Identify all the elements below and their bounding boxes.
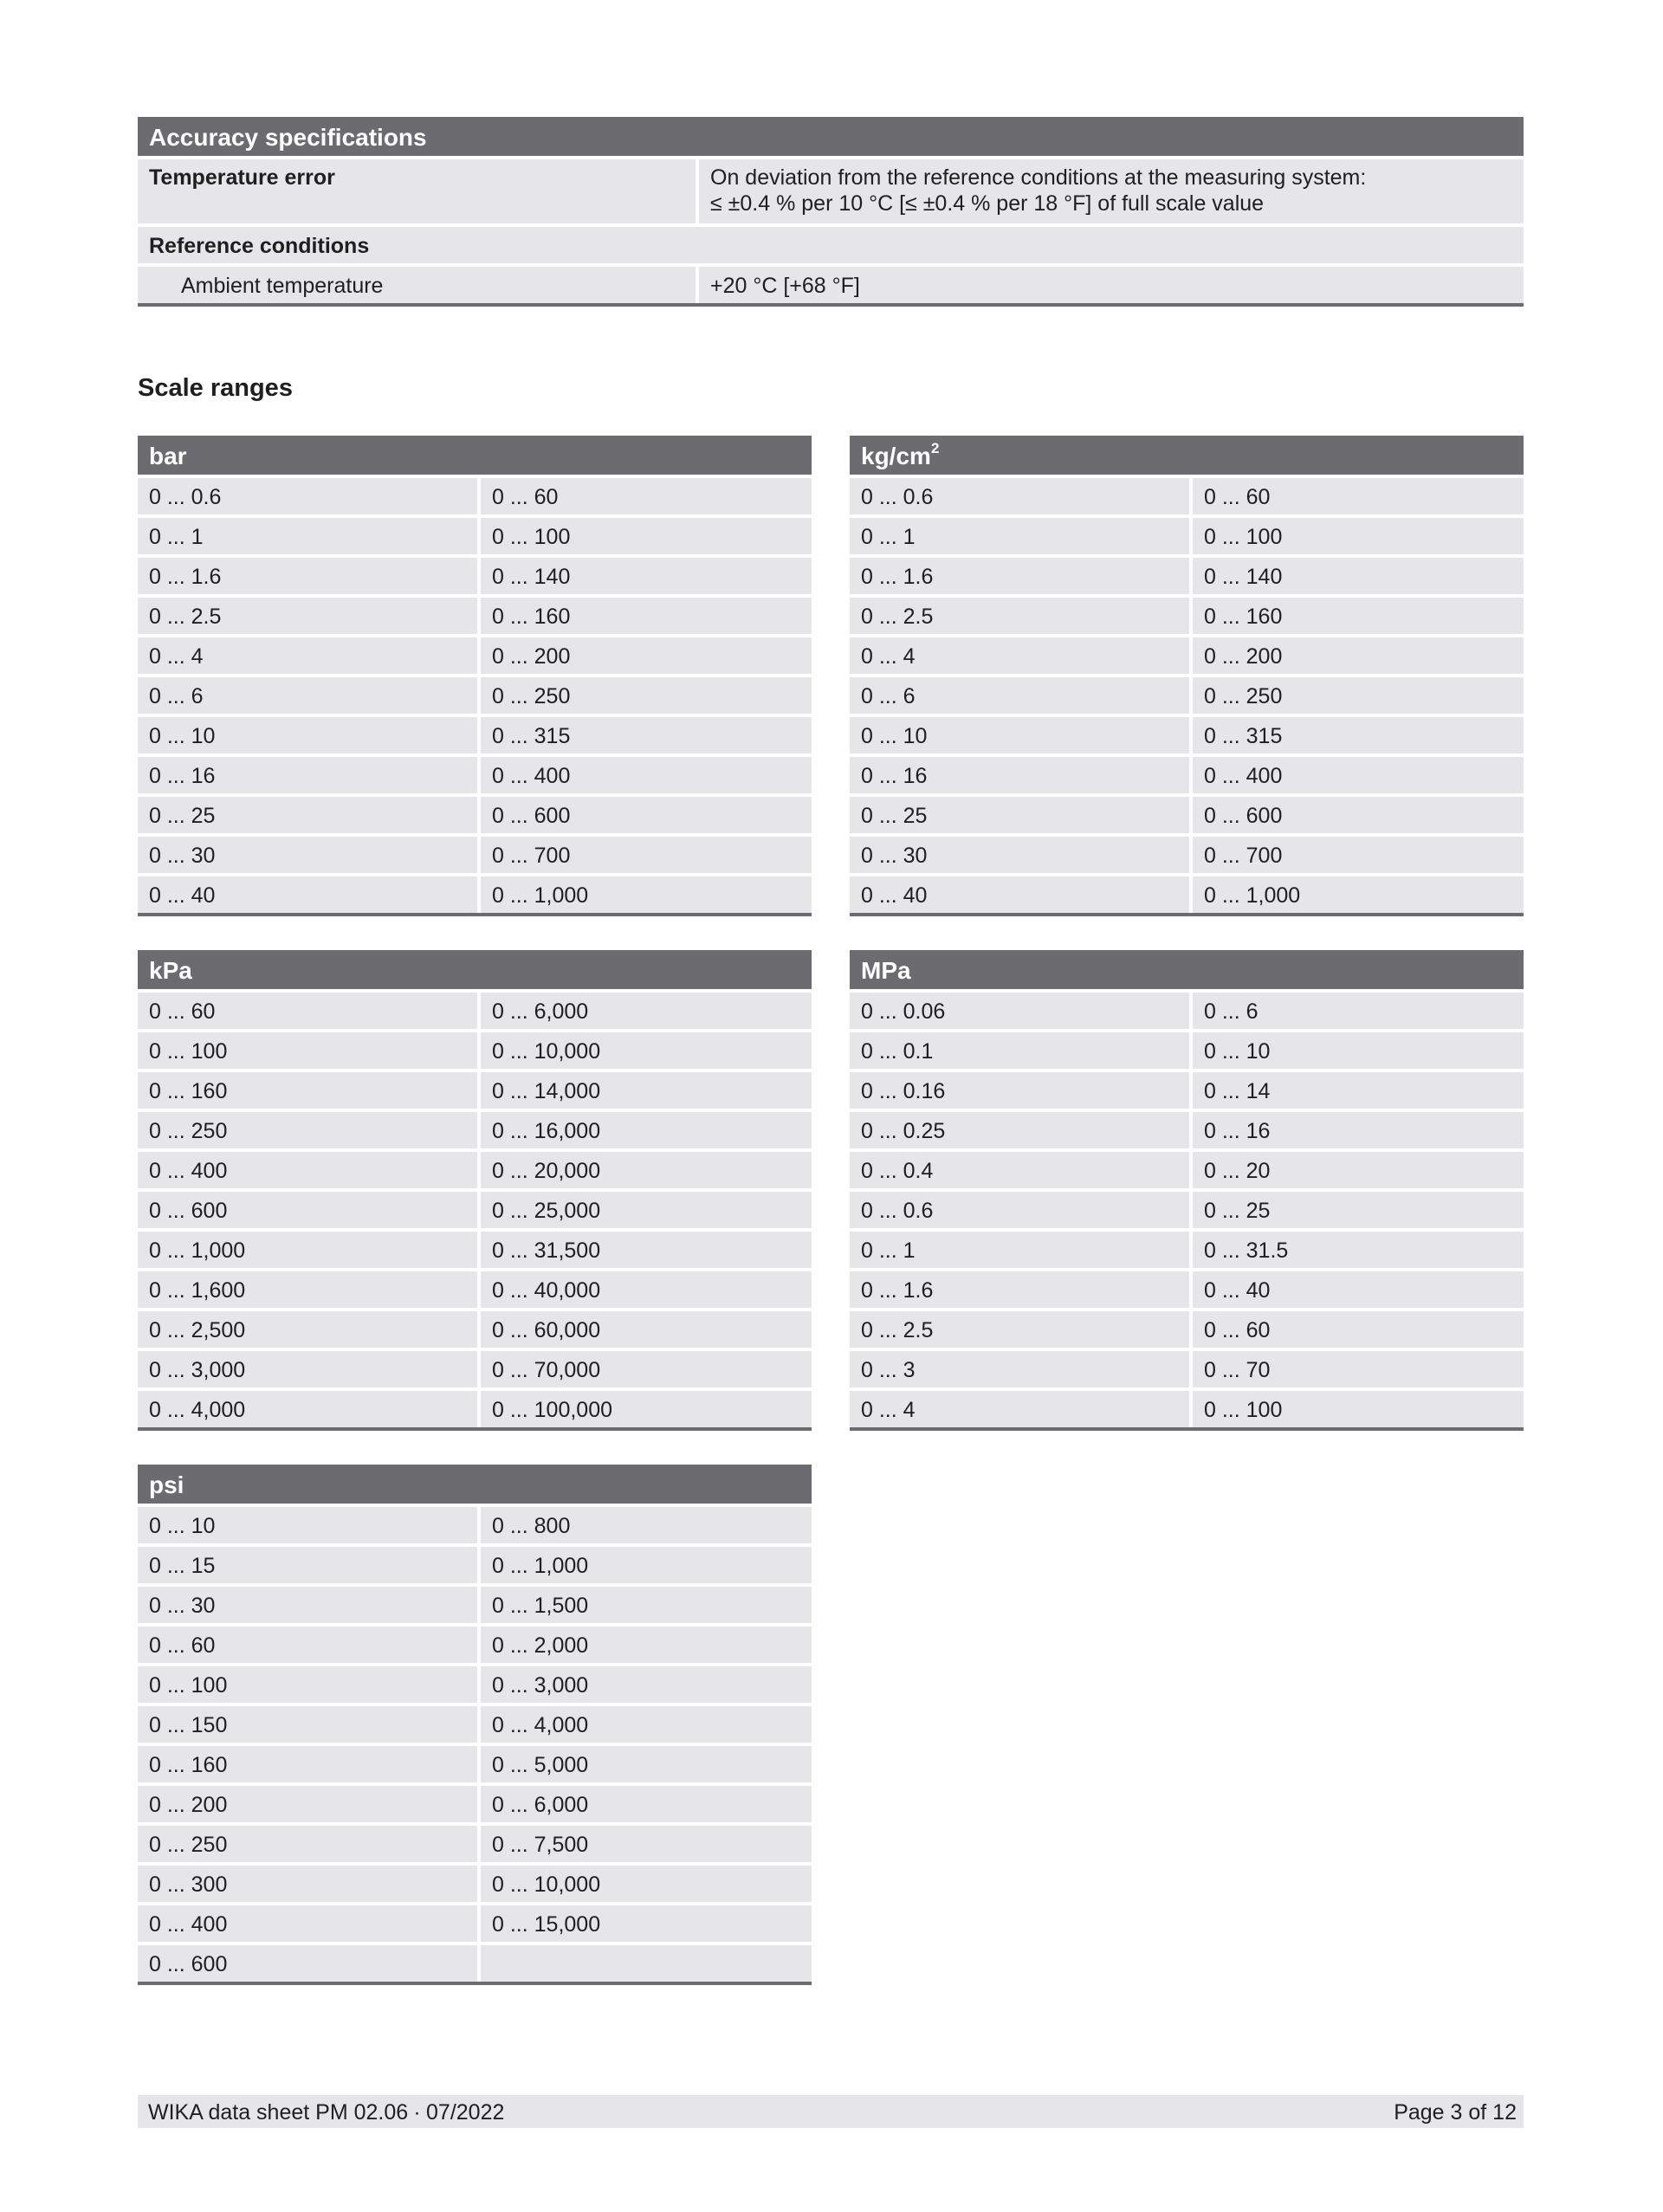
table-cell: 0 ... 200 bbox=[1193, 637, 1524, 674]
table-cell: 0 ... 700 bbox=[481, 837, 812, 873]
table-cell: 0 ... 3,000 bbox=[481, 1666, 812, 1703]
table-cell: 0 ... 160 bbox=[138, 1072, 477, 1109]
scale-ranges-heading: Scale ranges bbox=[138, 374, 293, 402]
table-cell: 0 ... 250 bbox=[1193, 677, 1524, 714]
mpa-table-body bbox=[850, 993, 1524, 1427]
table-cell: 0 ... 600 bbox=[138, 1192, 477, 1228]
table-bottom-rule bbox=[850, 1427, 1524, 1431]
table-cell: 0 ... 6 bbox=[138, 677, 477, 714]
table-row bbox=[138, 1866, 812, 1902]
temperature-error-line-1: On deviation from the reference conditions at the measuring system: bbox=[710, 165, 1367, 190]
table-row bbox=[850, 677, 1524, 714]
table-cell: 0 ... 10 bbox=[138, 717, 477, 754]
table-bottom-rule bbox=[138, 303, 1524, 307]
table-cell: 0 ... 40 bbox=[1193, 1271, 1524, 1308]
table-row bbox=[850, 478, 1524, 514]
table-row bbox=[138, 1391, 812, 1427]
ambient-temperature-value: +20 °C [+68 °F] bbox=[699, 267, 1524, 303]
table-cell: 0 ... 16,000 bbox=[481, 1112, 812, 1148]
table-row bbox=[138, 876, 812, 913]
table-row bbox=[850, 1032, 1524, 1069]
table-cell: 0 ... 70 bbox=[1193, 1351, 1524, 1387]
psi-scale-table bbox=[138, 1465, 812, 1985]
table-row bbox=[138, 1072, 812, 1109]
table-row bbox=[138, 1152, 812, 1188]
table-cell: 0 ... 60 bbox=[1193, 1311, 1524, 1348]
table-cell: 0 ... 1,000 bbox=[481, 1547, 812, 1583]
accuracy-table-header: Accuracy specifications bbox=[138, 117, 1524, 156]
table-cell: 0 ... 1.6 bbox=[138, 558, 477, 594]
table-cell: 0 ... 5,000 bbox=[481, 1746, 812, 1782]
table-cell: 0 ... 600 bbox=[1193, 797, 1524, 833]
table-row bbox=[138, 717, 812, 754]
kg-cm2-scale-table bbox=[850, 436, 1524, 916]
table-row bbox=[850, 1112, 1524, 1148]
table-cell: 0 ... 200 bbox=[481, 637, 812, 674]
table-row bbox=[138, 478, 812, 514]
table-cell: 0 ... 60 bbox=[481, 478, 812, 514]
table-cell: 0 ... 315 bbox=[1193, 717, 1524, 754]
table-row bbox=[850, 637, 1524, 674]
table-bottom-rule bbox=[138, 1982, 812, 1985]
psi-table-body bbox=[138, 1507, 812, 1982]
table-cell: 0 ... 3,000 bbox=[138, 1351, 477, 1387]
table-cell: 0 ... 31.5 bbox=[1193, 1232, 1524, 1268]
temperature-error-label: Temperature error bbox=[138, 159, 696, 223]
table-cell: 0 ... 600 bbox=[481, 797, 812, 833]
table-cell: 0 ... 3 bbox=[850, 1351, 1189, 1387]
table-cell: 0 ... 1,000 bbox=[1193, 876, 1524, 913]
table-cell: 0 ... 4 bbox=[138, 637, 477, 674]
table-row bbox=[850, 1192, 1524, 1228]
table-row bbox=[138, 1826, 812, 1862]
table-cell: 0 ... 0.16 bbox=[850, 1072, 1189, 1109]
table-cell: 0 ... 100,000 bbox=[481, 1391, 812, 1427]
table-cell: 0 ... 0.6 bbox=[138, 478, 477, 514]
table-cell: 0 ... 4,000 bbox=[138, 1391, 477, 1427]
table-row bbox=[138, 598, 812, 634]
table-cell: 0 ... 400 bbox=[1193, 757, 1524, 793]
table-cell: 0 ... 6 bbox=[850, 677, 1189, 714]
table-cell: 0 ... 2.5 bbox=[850, 1311, 1189, 1348]
reference-conditions-label: Reference conditions bbox=[138, 227, 1524, 263]
table-cell: 0 ... 300 bbox=[138, 1866, 477, 1902]
table-cell: 0 ... 315 bbox=[481, 717, 812, 754]
table-cell: 0 ... 30 bbox=[850, 837, 1189, 873]
table-cell: 0 ... 1.6 bbox=[850, 558, 1189, 594]
table-cell: 0 ... 600 bbox=[138, 1945, 477, 1982]
table-row bbox=[138, 757, 812, 793]
table-cell: 0 ... 6 bbox=[1193, 993, 1524, 1029]
table-cell: 0 ... 0.25 bbox=[850, 1112, 1189, 1148]
temperature-error-line-2: ≤ ±0.4 % per 10 °C [≤ ±0.4 % per 18 °F] of full scale value bbox=[710, 191, 1265, 216]
table-row bbox=[850, 518, 1524, 554]
kpa-scale-table bbox=[138, 950, 812, 1431]
table-cell: 0 ... 2,000 bbox=[481, 1627, 812, 1663]
table-cell: 0 ... 0.6 bbox=[850, 1192, 1189, 1228]
table-cell bbox=[481, 1945, 812, 1982]
footer-document-id: WIKA data sheet PM 02.06 ∙ 07/2022 bbox=[148, 2100, 505, 2125]
table-row bbox=[850, 757, 1524, 793]
table-cell: 0 ... 140 bbox=[1193, 558, 1524, 594]
table-row bbox=[850, 1351, 1524, 1387]
table-cell: 0 ... 4,000 bbox=[481, 1706, 812, 1743]
table-row bbox=[138, 518, 812, 554]
table-row bbox=[138, 993, 812, 1029]
temperature-error-value bbox=[699, 159, 1524, 223]
table-row bbox=[138, 1627, 812, 1663]
table-cell: 0 ... 100 bbox=[1193, 518, 1524, 554]
table-row bbox=[138, 267, 1524, 303]
kg-cm2-table-header bbox=[850, 436, 1524, 475]
table-cell: 0 ... 10 bbox=[1193, 1032, 1524, 1069]
table-cell: 0 ... 0.4 bbox=[850, 1152, 1189, 1188]
page-footer bbox=[138, 2095, 1524, 2128]
table-cell: 0 ... 14 bbox=[1193, 1072, 1524, 1109]
table-cell: 0 ... 1 bbox=[138, 518, 477, 554]
footer-page-number: Page 3 of 12 bbox=[1394, 2100, 1517, 2125]
accuracy-specifications-table bbox=[138, 117, 1524, 307]
table-row bbox=[138, 1032, 812, 1069]
table-cell: 0 ... 10 bbox=[850, 717, 1189, 754]
table-cell: 0 ... 1,000 bbox=[481, 876, 812, 913]
table-cell: 0 ... 40,000 bbox=[481, 1271, 812, 1308]
kg-cm2-title: kg/cm bbox=[861, 443, 931, 469]
table-cell: 0 ... 2,500 bbox=[138, 1311, 477, 1348]
table-row bbox=[850, 558, 1524, 594]
psi-table-header: psi bbox=[138, 1465, 812, 1504]
table-cell: 0 ... 1.6 bbox=[850, 1271, 1189, 1308]
table-row bbox=[138, 1905, 812, 1942]
table-cell: 0 ... 10,000 bbox=[481, 1032, 812, 1069]
table-cell: 0 ... 160 bbox=[1193, 598, 1524, 634]
table-row bbox=[850, 1072, 1524, 1109]
table-cell: 0 ... 6,000 bbox=[481, 993, 812, 1029]
table-cell: 0 ... 60 bbox=[138, 1627, 477, 1663]
table-row bbox=[138, 1547, 812, 1583]
table-cell: 0 ... 100 bbox=[138, 1032, 477, 1069]
table-cell: 0 ... 250 bbox=[138, 1112, 477, 1148]
table-cell: 0 ... 40 bbox=[138, 876, 477, 913]
table-cell: 0 ... 100 bbox=[481, 518, 812, 554]
table-cell: 0 ... 4 bbox=[850, 637, 1189, 674]
table-row bbox=[138, 1507, 812, 1543]
table-row bbox=[850, 1311, 1524, 1348]
kpa-table-body bbox=[138, 993, 812, 1427]
table-cell: 0 ... 7,500 bbox=[481, 1826, 812, 1862]
ambient-temperature-label: Ambient temperature bbox=[138, 267, 696, 303]
table-row bbox=[138, 1945, 812, 1982]
table-row bbox=[850, 717, 1524, 754]
table-cell: 0 ... 16 bbox=[1193, 1112, 1524, 1148]
table-row bbox=[850, 1391, 1524, 1427]
table-row bbox=[138, 1351, 812, 1387]
table-row bbox=[850, 1232, 1524, 1268]
table-cell: 0 ... 30 bbox=[138, 837, 477, 873]
table-cell: 0 ... 100 bbox=[138, 1666, 477, 1703]
table-cell: 0 ... 2.5 bbox=[850, 598, 1189, 634]
table-cell: 0 ... 20,000 bbox=[481, 1152, 812, 1188]
table-cell: 0 ... 1 bbox=[850, 518, 1189, 554]
table-cell: 0 ... 400 bbox=[138, 1905, 477, 1942]
table-row bbox=[138, 1666, 812, 1703]
table-row bbox=[138, 1271, 812, 1308]
table-cell: 0 ... 160 bbox=[481, 598, 812, 634]
table-bottom-rule bbox=[138, 1427, 812, 1431]
table-row bbox=[850, 837, 1524, 873]
table-cell: 0 ... 16 bbox=[138, 757, 477, 793]
table-cell: 0 ... 800 bbox=[481, 1507, 812, 1543]
table-cell: 0 ... 0.6 bbox=[850, 478, 1189, 514]
table-cell: 0 ... 0.06 bbox=[850, 993, 1189, 1029]
table-cell: 0 ... 16 bbox=[850, 757, 1189, 793]
table-row bbox=[138, 637, 812, 674]
table-cell: 0 ... 250 bbox=[481, 677, 812, 714]
table-cell: 0 ... 60,000 bbox=[481, 1311, 812, 1348]
table-cell: 0 ... 25 bbox=[1193, 1192, 1524, 1228]
table-row bbox=[850, 797, 1524, 833]
table-cell: 0 ... 14,000 bbox=[481, 1072, 812, 1109]
table-row bbox=[138, 558, 812, 594]
table-row bbox=[138, 1786, 812, 1822]
table-row bbox=[850, 876, 1524, 913]
table-cell: 0 ... 25 bbox=[850, 797, 1189, 833]
bar-table-header: bar bbox=[138, 436, 812, 475]
table-cell: 0 ... 10 bbox=[138, 1507, 477, 1543]
table-cell: 0 ... 150 bbox=[138, 1706, 477, 1743]
table-row bbox=[138, 797, 812, 833]
table-cell: 0 ... 70,000 bbox=[481, 1351, 812, 1387]
mpa-scale-table bbox=[850, 950, 1524, 1431]
table-cell: 0 ... 31,500 bbox=[481, 1232, 812, 1268]
mpa-table-header: MPa bbox=[850, 950, 1524, 989]
table-cell: 0 ... 400 bbox=[481, 757, 812, 793]
kg-cm2-title-superscript: 2 bbox=[930, 440, 940, 456]
table-cell: 0 ... 250 bbox=[138, 1826, 477, 1862]
table-cell: 0 ... 400 bbox=[138, 1152, 477, 1188]
table-cell: 0 ... 1 bbox=[850, 1232, 1189, 1268]
table-row bbox=[138, 159, 1524, 223]
table-cell: 0 ... 140 bbox=[481, 558, 812, 594]
bar-scale-table bbox=[138, 436, 812, 916]
table-row bbox=[850, 993, 1524, 1029]
table-cell: 0 ... 6,000 bbox=[481, 1786, 812, 1822]
table-cell: 0 ... 15,000 bbox=[481, 1905, 812, 1942]
table-cell: 0 ... 30 bbox=[138, 1587, 477, 1623]
table-cell: 0 ... 1,600 bbox=[138, 1271, 477, 1308]
table-row bbox=[138, 1112, 812, 1148]
table-cell: 0 ... 1,500 bbox=[481, 1587, 812, 1623]
table-row bbox=[138, 837, 812, 873]
table-cell: 0 ... 60 bbox=[1193, 478, 1524, 514]
table-row bbox=[138, 1746, 812, 1782]
table-cell: 0 ... 700 bbox=[1193, 837, 1524, 873]
table-cell: 0 ... 100 bbox=[1193, 1391, 1524, 1427]
table-row bbox=[850, 1271, 1524, 1308]
table-bottom-rule bbox=[850, 913, 1524, 916]
table-cell: 0 ... 15 bbox=[138, 1547, 477, 1583]
table-row bbox=[138, 1232, 812, 1268]
bar-table-body bbox=[138, 478, 812, 913]
table-cell: 0 ... 2.5 bbox=[138, 598, 477, 634]
table-cell: 0 ... 60 bbox=[138, 993, 477, 1029]
table-row bbox=[138, 1311, 812, 1348]
table-cell: 0 ... 200 bbox=[138, 1786, 477, 1822]
table-row bbox=[138, 1706, 812, 1743]
table-cell: 0 ... 1,000 bbox=[138, 1232, 477, 1268]
table-cell: 0 ... 40 bbox=[850, 876, 1189, 913]
table-cell: 0 ... 0.1 bbox=[850, 1032, 1189, 1069]
table-cell: 0 ... 10,000 bbox=[481, 1866, 812, 1902]
table-row bbox=[138, 677, 812, 714]
table-row bbox=[850, 1152, 1524, 1188]
table-row bbox=[850, 598, 1524, 634]
table-row bbox=[138, 227, 1524, 263]
table-row bbox=[138, 1192, 812, 1228]
table-cell: 0 ... 160 bbox=[138, 1746, 477, 1782]
table-cell: 0 ... 4 bbox=[850, 1391, 1189, 1427]
kpa-table-header: kPa bbox=[138, 950, 812, 989]
table-cell: 0 ... 25,000 bbox=[481, 1192, 812, 1228]
table-cell: 0 ... 25 bbox=[138, 797, 477, 833]
table-row bbox=[138, 1587, 812, 1623]
table-bottom-rule bbox=[138, 913, 812, 916]
table-cell: 0 ... 20 bbox=[1193, 1152, 1524, 1188]
kg-cm2-table-body bbox=[850, 478, 1524, 913]
